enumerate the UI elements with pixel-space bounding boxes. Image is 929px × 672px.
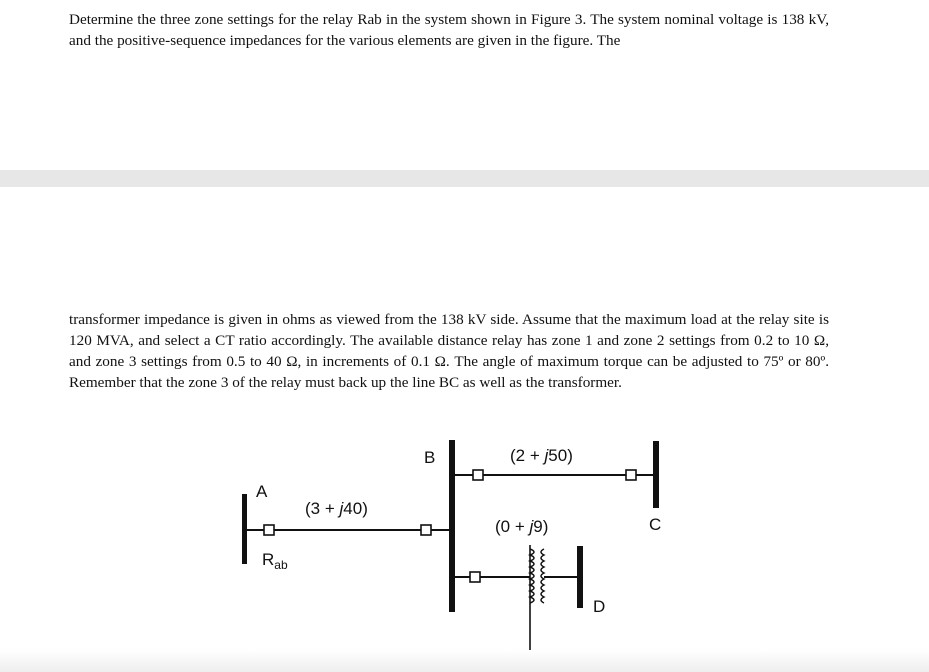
bus-a-label: A <box>256 482 268 501</box>
page-bottom-shade <box>0 650 929 672</box>
breaker-b-bc-icon <box>473 470 483 480</box>
line-ab-impedance: (3 + j40) <box>305 499 368 518</box>
bus-b-bar <box>449 440 455 612</box>
bus-a-bar <box>242 494 247 564</box>
transformer-coil-secondary-icon <box>541 549 544 603</box>
problem-text-bottom: transformer impedance is given in ohms as viewed from the 138 kV side. Assume that the maximum load at the relay site is 120 MVA, and select a CT ratio accordingly. The available distance relay has zone 1 and zone 2 settings from 0.2 to 10 Ω, and zone 3 settings from 0.5 to 40 Ω, in increments of 0.1 Ω. The angle of maximum torque can be adjusted to 75º or 80º. Remember that the zone 3 of the relay must back up the line BC as well as the transformer. <box>69 311 829 391</box>
breaker-b-transformer-icon <box>470 572 480 582</box>
bus-c-label: C <box>649 515 662 534</box>
bus-d-label: D <box>593 597 606 616</box>
bus-d-bar <box>577 546 583 608</box>
transformer-impedance: (0 + j9) <box>495 517 549 536</box>
page-gap-band <box>0 170 929 187</box>
problem-text-top: Determine the three zone settings for the relay Rab in the system shown in Figure 3. The system nominal voltage is 138 kV, and the positive-sequence impedances for the various elements are given in the figure. The <box>69 11 829 49</box>
bus-b-label: B <box>424 448 436 467</box>
breaker-b-ab-icon <box>421 525 431 535</box>
relay-rab-label: $R_{ab}$ <box>262 550 288 572</box>
bus-c-bar <box>653 441 659 508</box>
transformer-coil-icon <box>530 549 534 603</box>
breaker-c-icon <box>626 470 636 480</box>
line-bc-impedance: (2 + j50) <box>510 446 573 465</box>
breaker-a-icon <box>264 525 274 535</box>
